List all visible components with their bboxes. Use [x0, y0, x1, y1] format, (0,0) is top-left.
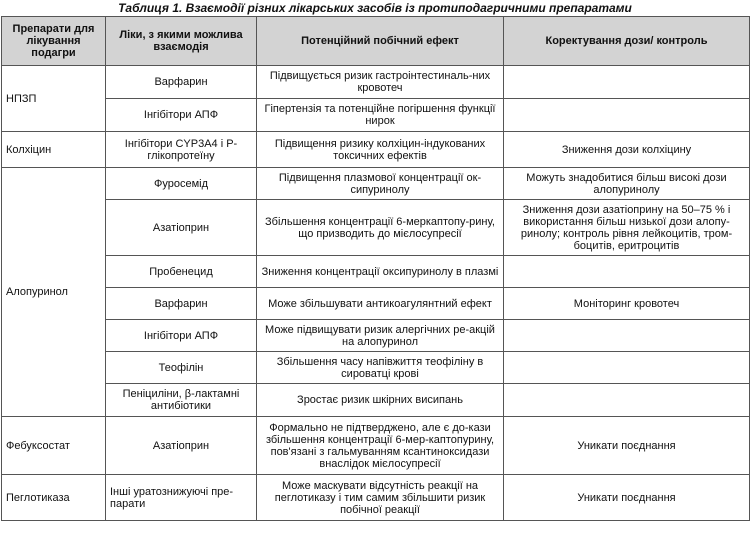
table-row [2, 168, 750, 200]
table-row [2, 320, 750, 352]
header-gout-drugs: Препарати для лікування подагри [2, 17, 106, 66]
side-effect-cell: Формально не підтверджено, але є до-кази збільшення концентрації 6-мер-каптопурину, пов'язані з гальмуванням ксантиноксидази внаслідок мієлосупресії [257, 417, 504, 475]
side-effect-cell: Гіпертензія та потенційне погіршення функції нирок [257, 99, 504, 132]
side-effect-cell: Може збільшувати антикоагулянтний ефект [257, 288, 504, 320]
gout-drug-cell: Фебуксостат [2, 417, 106, 475]
header-interacting-drugs: Ліки, з якими можлива взаємодія [106, 17, 257, 66]
table-row [2, 288, 750, 320]
header-row [2, 17, 750, 66]
side-effect-cell: Збільшення концентрації 6-меркаптопу-рину, що призводить до мієлосупресії [257, 200, 504, 256]
table-caption: Таблиця 1. Взаємодії різних лікарських засобів із протиподагричними препаратами [118, 1, 632, 15]
gout-drug-cell: НПЗП [2, 66, 106, 132]
dose-control-cell [504, 352, 750, 384]
interacting-drug-cell: Азатіоприн [106, 417, 257, 475]
gout-drug-cell: Колхіцин [2, 132, 106, 168]
dose-control-cell [504, 256, 750, 288]
table-row [2, 384, 750, 417]
interacting-drug-cell: Інші уратознижуючі пре-парати [106, 475, 257, 521]
table-row [2, 200, 750, 256]
side-effect-cell: Підвищення плазмової концентрації ок-сипуринолу [257, 168, 504, 200]
table-row [2, 475, 750, 521]
interacting-drug-cell: Пеніциліни, β-лактамні антибіотики [106, 384, 257, 417]
dose-control-cell [504, 320, 750, 352]
side-effect-cell: Підвищується ризик гастроінтестиналь-них кровотеч [257, 66, 504, 99]
dose-control-cell [504, 384, 750, 417]
interacting-drug-cell: Пробенецид [106, 256, 257, 288]
interacting-drug-cell: Теофілін [106, 352, 257, 384]
table-row [2, 66, 750, 99]
side-effect-cell: Зниження концентрації оксипуринолу в плазмі [257, 256, 504, 288]
gout-drug-cell: Алопуринол [2, 168, 106, 417]
table-row [2, 352, 750, 384]
dose-control-cell [504, 99, 750, 132]
interacting-drug-cell: Фуросемід [106, 168, 257, 200]
interacting-drug-cell: Варфарин [106, 288, 257, 320]
dose-control-cell: Зниження дози колхіцину [504, 132, 750, 168]
gout-drug-cell: Пеглотиказа [2, 475, 106, 521]
table-row [2, 256, 750, 288]
interacting-drug-cell: Інгібітори АПФ [106, 99, 257, 132]
side-effect-cell: Може маскувати відсутність реакції на пеглотиказу і тим самим збільшити ризик побічної реакції [257, 475, 504, 521]
side-effect-cell: Зростає ризик шкірних висипань [257, 384, 504, 417]
dose-control-cell: Можуть знадобитися більш високі дози алопуринолу [504, 168, 750, 200]
dose-control-cell: Моніторинг кровотеч [504, 288, 750, 320]
dose-control-cell: Зниження дози азатіоприну на 50–75 % і використання більш низької дози алопу-ринолу; контроль рівня лейкоцитів, тром-боцитів, еритроцитів [504, 200, 750, 256]
interacting-drug-cell: Інгібітори АПФ [106, 320, 257, 352]
dose-control-cell: Уникати поєднання [504, 417, 750, 475]
dose-control-cell: Уникати поєднання [504, 475, 750, 521]
table-row [2, 132, 750, 168]
interactions-table [1, 16, 750, 521]
interacting-drug-cell: Інгібітори CYP3A4 і Р-глікопротеїну [106, 132, 257, 168]
side-effect-cell: Підвищення ризику колхіцин-індукованих токсичних ефектів [257, 132, 504, 168]
table-row [2, 417, 750, 475]
interacting-drug-cell: Варфарин [106, 66, 257, 99]
dose-control-cell [504, 66, 750, 99]
header-side-effect: Потенційний побічний ефект [257, 17, 504, 66]
interacting-drug-cell: Азатіоприн [106, 200, 257, 256]
table-row [2, 99, 750, 132]
side-effect-cell: Може підвищувати ризик алергічних ре-акцій на алопуринол [257, 320, 504, 352]
side-effect-cell: Збільшення часу напівжиття теофіліну в сироватці крові [257, 352, 504, 384]
header-dose-control: Коректування дози/ контроль [504, 17, 750, 66]
